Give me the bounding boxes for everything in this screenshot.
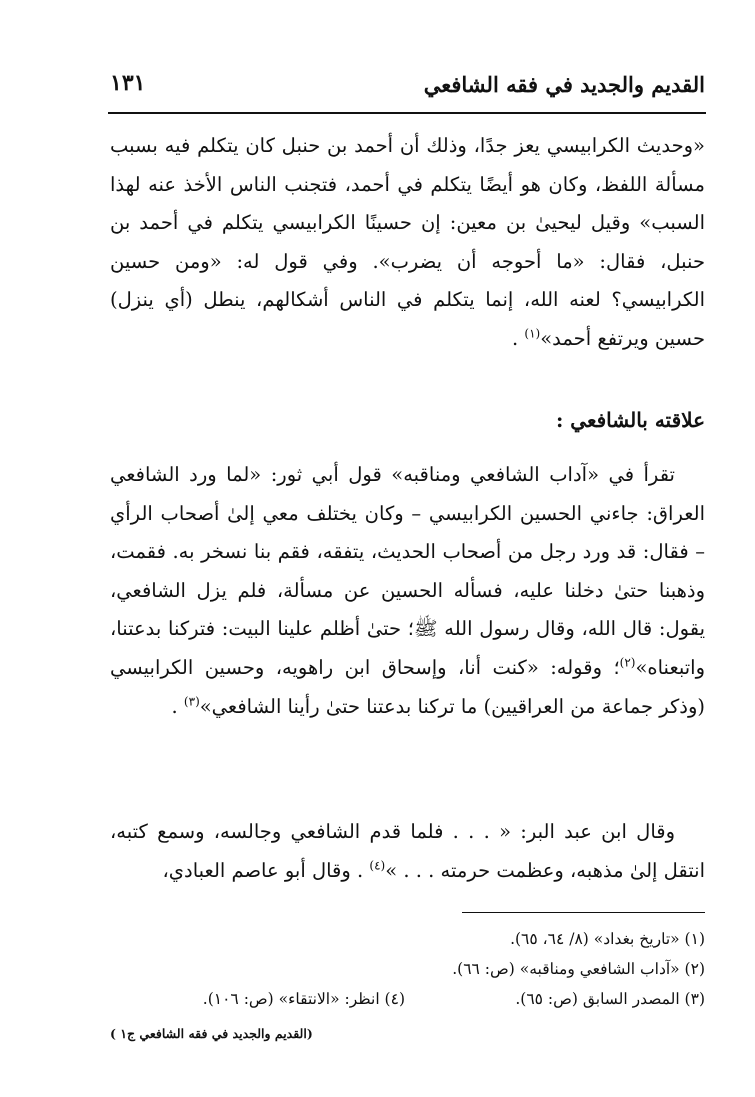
paragraph-2-middle: ؛ وقوله: «كنت أنا، وإسحاق ابن راهويه، وحسين الكرابيسي (وذكر جماعة من العراقيين) ما تركنا بدعتنا حتىٰ رأينا الشافعي» <box>110 655 705 718</box>
paragraph-1 <box>110 127 705 359</box>
footnote-3: (٣) المصدر السابق (ص: ٦٥). <box>515 990 705 1008</box>
footnote-row-3-4 <box>110 984 705 1014</box>
paragraph-2-end: . <box>171 694 178 718</box>
paragraph-3-text: وقال ابن عبد البر: « . . . فلما قدم الشافعي وجالسه، وسمع كتبه، انتقل إلىٰ مذهبه، وعظمت حرمته . . . » <box>110 820 705 882</box>
footnote-ref-4: (٤) <box>369 858 386 873</box>
footnote-ref-1: (١) <box>524 326 541 341</box>
paragraph-3 <box>110 813 705 890</box>
paragraph-1-end: . <box>512 326 519 350</box>
paragraph-2 <box>110 456 705 726</box>
header-divider <box>108 112 706 114</box>
footnote-4: (٤) انظر: «الانتقاء» (ص: ١٠٦). <box>202 990 405 1008</box>
section-heading: علاقته بالشافعي : <box>555 408 705 432</box>
paragraph-1-text: «وحديث الكرابيسي يعز جدًا، وذلك أن أحمد بن حنبل كان يتكلم فيه بسبب مسألة اللفظ، وكان هو أيضًا يتكلم في أحمد، فتجنب الناس الأخذ عنه لهذا السبب» وقيل ليحيىٰ بن معين: إن حسينًا الكرابيسي يتكلم في أحمد بن حنبل، فقال: «ما أحوجه أن يضرب». وفي قول له: «ومن حسين الكرابيسي؟ لعنه الله، إنما يتكلم في الناس أشكالهم، ينطل (أي ينزل) حسين ويرتفع أحمد» <box>110 134 705 350</box>
book-signature: (القديم والجديد في فقه الشافعي ج١ ) <box>110 1026 313 1041</box>
footnote-1: (١) «تاريخ بغداد» (٨/ ٦٤، ٦٥). <box>510 930 705 948</box>
footnote-ref-3: (٣) <box>183 694 200 709</box>
paragraph-2-text: تقرأ في «آداب الشافعي ومناقبه» قول أبي ثور: «لما ورد الشافعي العراق: جاءني الحسين الكرابيسي – وكان يختلف معي إلىٰ أصحاب الرأي – فقال: قد ورد رجل من أصحاب الحديث، يتفقه، فقم بنا نسخر به. فقمت، وذهبنا حتىٰ دخلنا عليه، فسأله الحسين عن مسألة، فلم يزل الشافعي، يقول: قال الله، وقال رسول الله ﷺ؛ حتىٰ أظلم علينا البيت: فتركنا بدعتنا، واتبعناه» <box>110 463 705 679</box>
running-header <box>110 68 705 108</box>
page-number: ١٣١ <box>110 70 146 96</box>
running-title: القديم والجديد في فقه الشافعي <box>423 72 705 97</box>
footnote-2: (٢) «آداب الشافعي ومناقبه» (ص: ٦٦). <box>452 960 705 978</box>
paragraph-3-end: . وقال أبو عاصم العبادي، <box>162 858 364 882</box>
footnote-ref-2: (٢) <box>619 655 636 670</box>
footnote-divider <box>462 912 705 913</box>
footnotes <box>110 924 705 1014</box>
